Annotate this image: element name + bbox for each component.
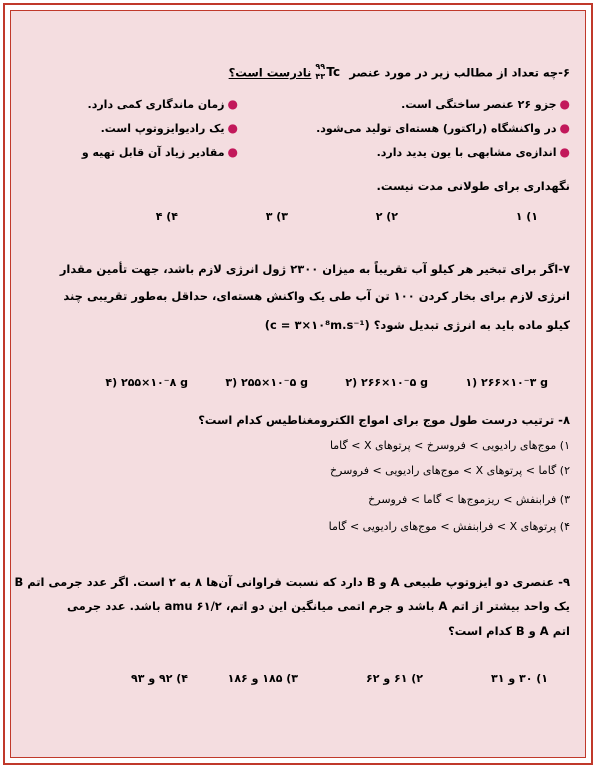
isotope-mass: ۹۹: [315, 62, 326, 71]
q6-option-3[interactable]: ۳) ۳: [265, 210, 288, 223]
q7-line-2: انرژی لازم برای بخار کردن ۱۰۰ تن آب طی یک واکنش هسته‌ای، حداقل به‌طور تقریبی چند: [63, 289, 570, 303]
q6-bullet-4: ●یک رادیوایزوتوپ است.: [100, 121, 238, 135]
isotope-atomic-number: ۴۳: [315, 72, 326, 81]
q8-option-1[interactable]: ۱) موج‌های رادیویی > فروسرخ > پرتوهای X > گاما: [329, 439, 570, 452]
q8-option-4[interactable]: ۴) پرتوهای X > فرابنفش > موج‌های رادیویی > گاما: [328, 520, 570, 533]
q6-option-4[interactable]: ۴) ۴: [155, 210, 178, 223]
q6-question: [28, 64, 570, 82]
q9-line-2: یک واحد بیشتر از اتم A باشد و جرم اتمی میانگین این دو اتم، ۶۱/۲ amu باشد. عدد جرمی: [67, 599, 570, 613]
bullet-icon: ●: [227, 145, 238, 159]
bullet-icon: ●: [227, 121, 238, 135]
q9-option-2[interactable]: ۲) ۶۱ و ۶۲: [366, 672, 423, 685]
q6-bullet-5: ●اندازه‌ی مشابهی با یون یدید دارد.: [376, 145, 570, 159]
bullet-icon: ●: [227, 97, 238, 111]
q6-bullet-2: ●زمان ماندگاری کمی دارد.: [87, 97, 238, 111]
isotope-symbol: Tc: [326, 65, 341, 79]
q9-line-1: ۹- عنصری دو ایزوتوپ طبیعی A و B دارد که نسبت فراوانی آن‌ها ۸ به ۲ است. اگر عدد جرمی اتم B: [14, 575, 570, 589]
bullet-icon: ●: [559, 97, 570, 111]
tc-isotope-notation: [315, 64, 345, 82]
q9-option-1[interactable]: ۱) ۳۰ و ۳۱: [491, 672, 548, 685]
q7-option-2[interactable]: ۲) ۲۶۶×۱۰⁻۵ g: [345, 376, 428, 389]
q7-line-3-text: کیلو ماده باید به انرژی تبدیل شود؟: [373, 318, 570, 332]
q7-option-4[interactable]: ۴) ۲۵۵×۱۰⁻۸ g: [105, 376, 188, 389]
q7-given-constant: (c = ۳×۱۰⁸m.s⁻¹): [264, 318, 370, 332]
q8-question: ۸- ترتیب درست طول موج برای امواج الکترومغناطیس کدام است؟: [198, 413, 570, 427]
q9-option-3[interactable]: ۳) ۱۸۵ و ۱۸۶: [227, 672, 298, 685]
q8-option-3[interactable]: ۳) فرابنفش > ریزموج‌ها > گاما > فروسرخ: [368, 493, 570, 506]
bullet-icon: ●: [559, 145, 570, 159]
q6-bullet-1: ●جزو ۲۶ عنصر ساختگی است.: [401, 97, 570, 111]
q6-option-2[interactable]: ۲) ۲: [375, 210, 398, 223]
q6-tail: نادرست است؟: [228, 65, 312, 80]
q9-option-4[interactable]: ۴) ۹۲ و ۹۳: [131, 672, 188, 685]
q7-line-1: ۷-اگر برای تبخیر هر کیلو آب تقریباً به میزان ۲۳۰۰ ژول انرژی لازم باشد، جهت تأمین مقدار: [59, 262, 570, 276]
q9-line-3: اتم A و B کدام است؟: [448, 624, 570, 638]
q6-option-1[interactable]: ۱) ۱: [515, 210, 538, 223]
q6-continuation: نگهداری برای طولانی مدت نیست.: [376, 179, 570, 193]
q7-option-1[interactable]: ۱) ۲۶۶×۱۰⁻۳ g: [465, 376, 548, 389]
q7-option-3[interactable]: ۳) ۲۵۵×۱۰⁻۵ g: [225, 376, 308, 389]
q6-lead: ۶-چه تعداد از مطالب زیر در مورد عنصر: [349, 65, 570, 80]
q6-bullet-6: ●مقادیر زیاد آن قابل تهیه و: [81, 145, 238, 159]
q8-option-2[interactable]: ۲) گاما > پرتوهای X > موج‌های رادیویی > فروسرخ: [329, 464, 570, 477]
q7-line-3: [28, 318, 570, 332]
q6-bullet-3: ●در واکنشگاه (راکتور) هسته‌ای تولید می‌شود.: [316, 121, 570, 135]
bullet-icon: ●: [559, 121, 570, 135]
